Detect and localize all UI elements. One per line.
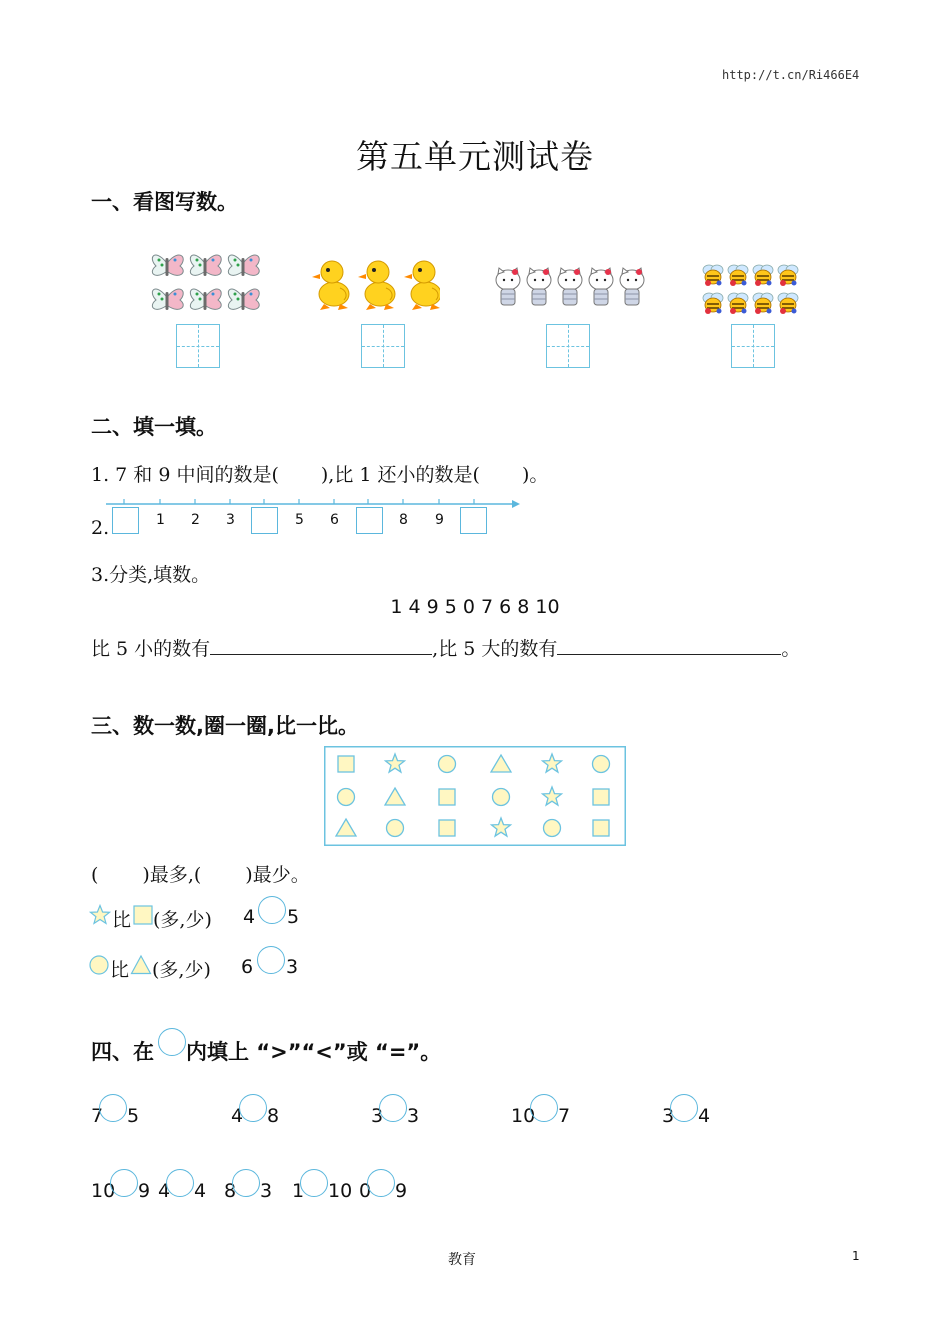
- answer-box-bees[interactable]: [731, 324, 775, 368]
- hello-kitty-icon: [492, 266, 652, 310]
- section2-heading: 二、填一填。: [91, 415, 217, 439]
- compare-circle[interactable]: [232, 1169, 260, 1197]
- compare-left-number: 4: [231, 1105, 244, 1127]
- question-1: [91, 460, 548, 487]
- compare-left-number: 3: [662, 1105, 675, 1127]
- heading-circle-icon: [158, 1028, 186, 1056]
- compare-right-number: 7: [558, 1105, 571, 1127]
- q1-part-b: ),比 1 还小的数是(: [320, 464, 480, 486]
- compare-left-number: 7: [91, 1105, 104, 1127]
- compare2-left: 6: [241, 956, 254, 978]
- ml-part-a: (: [91, 864, 99, 886]
- circle-shape[interactable]: [593, 756, 610, 773]
- square-shape[interactable]: [593, 789, 609, 805]
- compare-circle[interactable]: [110, 1169, 138, 1197]
- less-than-5-label: 比 5 小的数有: [91, 638, 211, 660]
- compare-circle[interactable]: [670, 1094, 698, 1122]
- ml-part-c: )最少。: [245, 864, 310, 886]
- section3-heading: 三、数一数,圈一圈,比一比。: [91, 714, 359, 738]
- header-url: http://t.cn/Ri466E4: [722, 68, 860, 82]
- tick-label: 5: [295, 512, 304, 528]
- tick-label: 9: [435, 512, 444, 528]
- compare-right-number: 3: [260, 1180, 273, 1202]
- number-line-box-4[interactable]: [460, 507, 487, 534]
- butterfly-icon: [148, 244, 268, 316]
- circle-shape[interactable]: [544, 820, 561, 837]
- question-3-numbers: 1 4 9 5 0 7 6 8 10: [390, 596, 560, 618]
- compare-right-number: 4: [194, 1180, 207, 1202]
- question-3-label: 3.分类,填数。: [91, 564, 211, 586]
- more-than-5-blank[interactable]: [557, 636, 781, 655]
- duck-icon: [310, 256, 440, 312]
- q1-part-c: )。: [521, 464, 549, 486]
- q3-end: 。: [781, 638, 801, 660]
- square-shape[interactable]: [338, 756, 354, 772]
- compare-circle[interactable]: [239, 1094, 267, 1122]
- footer-center: 教育: [448, 1252, 476, 1268]
- compare2-word: 比: [110, 959, 130, 981]
- compare-left-number: 8: [224, 1180, 237, 1202]
- most-least-line: [91, 860, 310, 887]
- more-than-5-label: ,比 5 大的数有: [432, 638, 558, 660]
- tick-label: 8: [399, 512, 408, 528]
- circle-shape[interactable]: [387, 820, 404, 837]
- compare-right-number: 9: [395, 1180, 408, 1202]
- compare-left-number: 0: [359, 1180, 372, 1202]
- section1-heading: 一、看图写数。: [91, 190, 238, 214]
- compare-circle[interactable]: [99, 1094, 127, 1122]
- answer-box-kitties[interactable]: [546, 324, 590, 368]
- shape-grid: [324, 746, 626, 846]
- compare1-left: 4: [243, 906, 256, 928]
- triangle-icon: [130, 954, 152, 976]
- compare2-circle[interactable]: [257, 946, 285, 974]
- tick-label: 3: [226, 512, 235, 528]
- circle-icon: [88, 954, 110, 976]
- tick-label: 1: [156, 512, 165, 528]
- compare-left-number: 1: [292, 1180, 305, 1202]
- page-number: 1: [852, 1249, 860, 1263]
- compare1-choice: (多,少): [153, 909, 212, 931]
- square-shape[interactable]: [593, 820, 609, 836]
- compare1-word: 比: [112, 909, 132, 931]
- bee-icon: [700, 262, 804, 318]
- square-shape[interactable]: [439, 820, 455, 836]
- compare-left-number: 3: [371, 1105, 384, 1127]
- compare-right-number: 10: [328, 1180, 353, 1202]
- number-line-box-1[interactable]: [112, 507, 139, 534]
- tick-label: 6: [330, 512, 339, 528]
- number-line-box-3[interactable]: [356, 507, 383, 534]
- square-icon: [133, 905, 153, 925]
- compare-right-number: 9: [138, 1180, 151, 1202]
- compare-circle[interactable]: [530, 1094, 558, 1122]
- compare-circle[interactable]: [379, 1094, 407, 1122]
- compare-right-number: 4: [698, 1105, 711, 1127]
- square-shape[interactable]: [439, 789, 455, 805]
- compare-left-number: 10: [511, 1105, 536, 1127]
- compare-right-number: 8: [267, 1105, 280, 1127]
- star-icon: [89, 904, 111, 926]
- less-than-5-blank[interactable]: [210, 636, 432, 655]
- compare-right-number: 5: [127, 1105, 140, 1127]
- compare-circle[interactable]: [367, 1169, 395, 1197]
- compare1-right: 5: [287, 906, 300, 928]
- ml-part-b: )最多,(: [142, 864, 202, 886]
- question-3-answer-line: [91, 634, 800, 661]
- compare2-right: 3: [286, 956, 299, 978]
- circle-shape[interactable]: [338, 789, 355, 806]
- compare-left-number: 4: [158, 1180, 171, 1202]
- answer-box-ducks[interactable]: [361, 324, 405, 368]
- question-2-label: 2.: [91, 517, 110, 539]
- page-title: 第五单元测试卷: [356, 137, 594, 176]
- tick-label: 2: [191, 512, 200, 528]
- compare2-choice: (多,少): [152, 959, 211, 981]
- compare-circle[interactable]: [300, 1169, 328, 1197]
- circle-shape[interactable]: [439, 756, 456, 773]
- section4-heading-a: 四、在: [91, 1040, 154, 1064]
- compare-left-number: 10: [91, 1180, 116, 1202]
- compare1-circle[interactable]: [258, 896, 286, 924]
- q1-part-a: 1. 7 和 9 中间的数是(: [91, 464, 279, 486]
- section4-heading-b: 内填上 “>”“<”或 “=”。: [186, 1040, 442, 1064]
- number-line-box-2[interactable]: [251, 507, 278, 534]
- circle-shape[interactable]: [493, 789, 510, 806]
- compare-circle[interactable]: [166, 1169, 194, 1197]
- answer-box-butterflies[interactable]: [176, 324, 220, 368]
- compare-right-number: 3: [407, 1105, 420, 1127]
